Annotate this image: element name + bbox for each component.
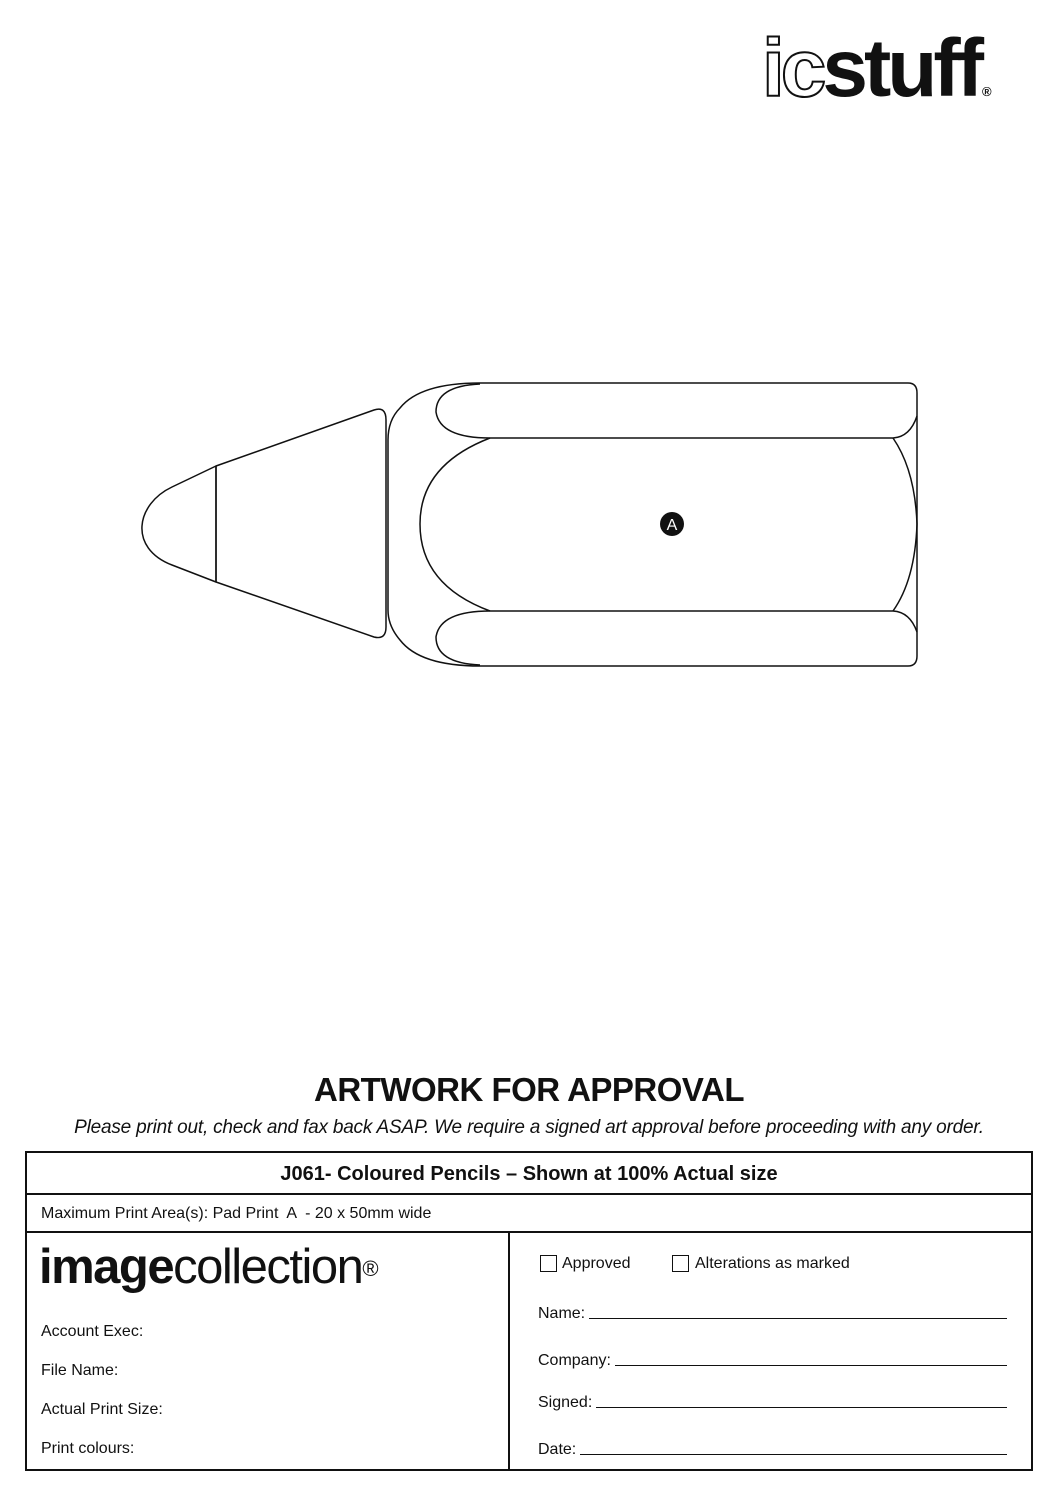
logo-stuff-text: stuff	[822, 23, 981, 114]
name-field[interactable]	[538, 1297, 1007, 1323]
print-area-marker-label: A	[666, 517, 678, 534]
instructions-text: Please print out, check and fax back ASAP. We require a signed art approval before proceeding with any order.	[74, 1117, 984, 1138]
pencil-facet-bottom	[436, 611, 917, 665]
account-details-panel	[27, 1233, 510, 1469]
pencil-tip-outline	[142, 466, 216, 582]
signed-label: Signed:	[538, 1394, 593, 1411]
pencil-cone-outline	[216, 409, 386, 637]
date-field[interactable]	[538, 1433, 1007, 1459]
approval-signature-panel	[510, 1233, 1031, 1469]
print-colours-label: Print colours:	[41, 1440, 135, 1457]
pencil-body-outline	[388, 383, 917, 666]
file-name-label: File Name:	[41, 1362, 119, 1379]
page-title: ARTWORK FOR APPROVAL	[314, 1071, 744, 1108]
pencil-facet-top	[436, 384, 917, 438]
imagecollection-logo	[39, 1237, 377, 1297]
name-line[interactable]	[589, 1318, 1007, 1319]
approved-checkbox[interactable]	[540, 1255, 557, 1272]
account-exec-label: Account Exec:	[41, 1323, 144, 1340]
pencil-face-left-curve	[420, 438, 490, 611]
signed-field[interactable]	[538, 1386, 1007, 1412]
approved-label: Approved	[562, 1255, 631, 1272]
company-field[interactable]	[538, 1344, 1007, 1370]
logo-image-text: image	[39, 1240, 174, 1294]
product-title: J061- Coloured Pencils – Shown at 100% Actual size	[27, 1153, 1031, 1195]
signed-line[interactable]	[596, 1407, 1007, 1408]
date-label: Date:	[538, 1441, 577, 1458]
logo-ic-text: ic	[762, 23, 823, 114]
print-area-info: Maximum Print Area(s): Pad Print A - 20 x 50mm wide	[27, 1195, 1031, 1233]
name-label: Name:	[538, 1305, 586, 1322]
registered-mark: ®	[982, 84, 992, 99]
pencil-face-right-curve	[893, 438, 917, 611]
approval-form	[25, 1151, 1033, 1471]
company-line[interactable]	[615, 1365, 1007, 1366]
logo-collection-text: collection	[173, 1240, 363, 1294]
alterations-checkbox[interactable]	[672, 1255, 689, 1272]
logo-registered-mark: ®	[362, 1256, 378, 1281]
date-line[interactable]	[580, 1454, 1007, 1455]
alterations-label: Alterations as marked	[695, 1255, 850, 1272]
company-label: Company:	[538, 1352, 611, 1369]
actual-print-size-label: Actual Print Size:	[41, 1401, 163, 1418]
